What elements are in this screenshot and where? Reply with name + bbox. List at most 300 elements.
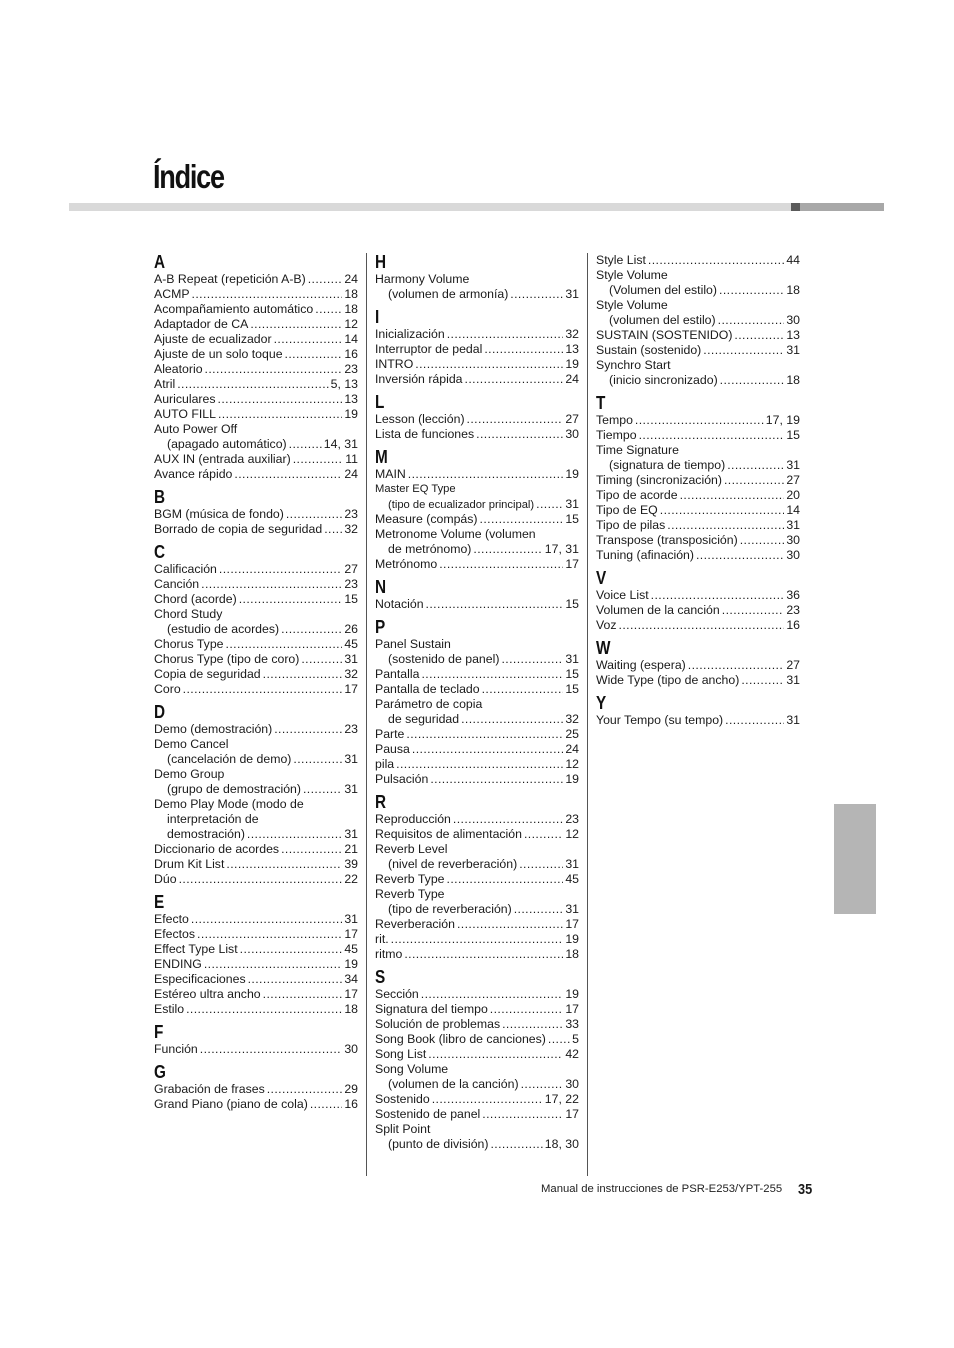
section-letter: M	[375, 447, 388, 467]
index-entry	[596, 603, 800, 618]
leader-dots	[240, 942, 343, 957]
entry-page-ref: 30	[565, 427, 579, 441]
index-entry	[596, 588, 800, 603]
index-entry-line	[154, 782, 358, 797]
section-letter: V	[596, 568, 607, 588]
entry-page-ref: 17	[565, 1107, 579, 1121]
entry-page-ref: 32	[344, 522, 358, 536]
index-entry-line	[375, 637, 579, 652]
section-letter: H	[375, 252, 387, 272]
entry-page-ref: 32	[565, 327, 579, 341]
entry-term: Lista de funciones	[375, 427, 475, 441]
leader-dots	[639, 428, 785, 443]
leader-dots	[201, 577, 342, 592]
index-entry	[375, 467, 579, 482]
index-entry	[154, 797, 358, 842]
leader-dots	[482, 682, 564, 697]
index-entry	[596, 343, 800, 358]
leader-dots	[234, 467, 342, 482]
entry-term: Split Point	[375, 1122, 431, 1136]
entry-term: Sección	[375, 987, 419, 1001]
index-entry	[154, 607, 358, 637]
index-entry	[596, 658, 800, 673]
section-letter: S	[375, 967, 386, 987]
entry-term: SUSTAIN (SOSTENIDO)	[596, 328, 733, 342]
entry-page-ref: 30	[565, 1077, 579, 1091]
entry-term: Signatura del tiempo	[375, 1002, 488, 1016]
index-entry-line	[154, 987, 358, 1002]
leader-dots	[281, 622, 342, 637]
index-entry-line	[375, 697, 579, 712]
index-entry	[375, 812, 579, 827]
index-entry-line	[154, 422, 358, 437]
index-column-3	[596, 253, 800, 734]
index-entry-line	[154, 522, 358, 537]
leader-dots	[703, 343, 784, 358]
index-entry-line	[375, 887, 579, 902]
leader-dots	[192, 287, 343, 302]
column-divider	[366, 253, 367, 1176]
entry-term: Tipo de pilas	[596, 518, 666, 532]
leader-dots	[548, 1032, 570, 1047]
index-entry-line	[154, 872, 358, 887]
entry-term: (grupo de demostración)	[167, 782, 301, 796]
index-entry-line	[154, 377, 358, 392]
index-section	[375, 448, 579, 572]
index-section	[154, 1023, 358, 1057]
entry-term: Grand Piano (piano de cola)	[154, 1097, 308, 1111]
index-entry	[154, 1082, 358, 1097]
entry-page-ref: 15	[565, 682, 579, 696]
index-entry	[375, 1017, 579, 1032]
index-entry	[596, 298, 800, 328]
leader-dots	[688, 658, 785, 673]
entry-page-ref: 19	[565, 467, 579, 481]
entry-term: Style Volume	[596, 298, 668, 312]
index-entry-line	[154, 302, 358, 317]
leader-dots	[741, 673, 784, 688]
index-entry	[375, 357, 579, 372]
entry-term: Parámetro de copia	[375, 697, 483, 711]
index-entry	[375, 482, 579, 512]
index-entry-line	[375, 757, 579, 772]
index-entry-line	[375, 932, 579, 947]
index-section	[375, 578, 579, 612]
index-entry-line	[596, 473, 800, 488]
leader-dots	[521, 1077, 564, 1092]
index-entry-line	[154, 287, 358, 302]
index-entry	[596, 443, 800, 473]
index-entry-line	[154, 1042, 358, 1057]
index-entry-line	[375, 842, 579, 857]
index-entry	[154, 317, 358, 332]
entry-term: Sostenido	[375, 1092, 430, 1106]
leader-dots	[218, 392, 343, 407]
entry-page-ref: 17	[344, 987, 358, 1001]
index-entry-line	[375, 812, 579, 827]
index-entry	[154, 332, 358, 347]
index-entry-line	[596, 268, 800, 283]
index-entry-line	[154, 927, 358, 942]
index-section	[596, 394, 800, 563]
index-entry	[375, 427, 579, 442]
index-entry-line	[154, 392, 358, 407]
entry-page-ref: 11	[345, 452, 358, 466]
entry-term: (volumen del estilo)	[609, 313, 716, 327]
index-entry	[154, 347, 358, 362]
index-section	[596, 639, 800, 688]
leader-dots	[421, 667, 563, 682]
entry-page-ref: 23	[786, 603, 800, 617]
leader-dots	[274, 332, 343, 347]
leader-dots	[197, 927, 342, 942]
index-entry-line	[596, 658, 800, 673]
leader-dots	[502, 1017, 563, 1032]
entry-page-ref: 24	[344, 272, 358, 286]
index-entry	[375, 1002, 579, 1017]
index-entry-line	[154, 857, 358, 872]
leader-dots	[725, 713, 784, 728]
leader-dots	[204, 957, 342, 972]
leader-dots	[465, 372, 564, 387]
leader-dots	[239, 592, 343, 607]
leader-dots	[430, 772, 563, 787]
entry-page-ref: 13	[344, 392, 358, 406]
index-entry-line	[375, 427, 579, 442]
index-entry-line	[154, 667, 358, 682]
index-section	[154, 1063, 358, 1112]
leader-dots	[293, 752, 342, 767]
index-entry-line	[596, 618, 800, 633]
section-letter: I	[375, 307, 380, 327]
index-entry	[375, 512, 579, 527]
entry-term: Estilo	[154, 1002, 185, 1016]
entry-term: Reverb Type	[375, 887, 445, 901]
index-entry	[375, 1092, 579, 1107]
index-entry	[596, 428, 800, 443]
entry-page-ref: 31	[786, 673, 800, 687]
entry-page-ref: 24	[344, 467, 358, 481]
index-entry	[154, 767, 358, 797]
entry-term: (apagado automático)	[167, 437, 287, 451]
index-entry	[375, 597, 579, 612]
index-entry-line	[375, 827, 579, 842]
leader-dots	[718, 313, 785, 328]
leader-dots	[476, 427, 563, 442]
index-entry-line	[596, 313, 800, 328]
leader-dots	[406, 727, 563, 742]
entry-page-ref: 30	[344, 1042, 358, 1056]
entry-page-ref: 18	[565, 947, 579, 961]
index-entry-line	[596, 533, 800, 548]
index-entry	[375, 1032, 579, 1047]
index-entry-line	[154, 652, 358, 667]
leader-dots	[391, 932, 564, 947]
index-entry-line	[375, 1122, 579, 1137]
index-entry	[375, 872, 579, 887]
index-entry-line	[154, 637, 358, 652]
index-entry	[375, 697, 579, 727]
leader-dots	[183, 682, 343, 697]
entry-page-ref: 18, 30	[544, 1137, 579, 1151]
section-letter: Y	[596, 693, 607, 713]
index-section	[375, 618, 579, 787]
entry-term: Harmony Volume	[375, 272, 470, 286]
entry-term: Drum Kit List	[154, 857, 225, 871]
entry-page-ref: 30	[786, 313, 800, 327]
entry-page-ref: 23	[344, 577, 358, 591]
entry-page-ref: 19	[565, 932, 579, 946]
entry-term: pila	[375, 757, 395, 771]
leader-dots	[490, 1137, 542, 1152]
leader-dots	[439, 557, 563, 572]
leader-dots	[310, 1097, 343, 1112]
section-letter: R	[375, 792, 387, 812]
index-section	[375, 393, 579, 442]
index-entry-line	[596, 428, 800, 443]
index-entry	[154, 957, 358, 972]
leader-dots	[179, 872, 343, 887]
entry-term: Auriculares	[154, 392, 216, 406]
entry-page-ref: 18	[344, 1002, 358, 1016]
entry-page-ref: 32	[344, 667, 358, 681]
index-entry	[154, 577, 358, 592]
entry-term: Notación	[375, 597, 424, 611]
index-entry-line	[154, 812, 358, 827]
entry-term: Interruptor de pedal	[375, 342, 483, 356]
entry-term: Función	[154, 1042, 198, 1056]
entry-term: Pantalla	[375, 667, 420, 681]
entry-term: INTRO	[375, 357, 414, 371]
index-entry	[154, 422, 358, 452]
leader-dots	[396, 757, 563, 772]
index-entry-line	[154, 1002, 358, 1017]
leader-dots	[453, 812, 563, 827]
leader-dots	[667, 518, 784, 533]
entry-term: Volumen de la canción	[596, 603, 720, 617]
entry-page-ref: 15	[344, 592, 358, 606]
index-entry-line	[596, 358, 800, 373]
entry-page-ref: 15	[786, 428, 800, 442]
entry-page-ref: 21	[344, 842, 358, 856]
section-letter: F	[154, 1022, 164, 1042]
index-entry-line	[596, 343, 800, 358]
leader-dots	[722, 603, 785, 618]
section-letter: E	[154, 892, 165, 912]
entry-term: Acompañamiento automático	[154, 302, 314, 316]
index-entry-line	[375, 682, 579, 697]
index-entry	[375, 947, 579, 962]
leader-dots	[461, 712, 563, 727]
index-entry	[154, 392, 358, 407]
entry-term: Copia de seguridad	[154, 667, 261, 681]
index-entry	[375, 1047, 579, 1062]
entry-page-ref: 25	[565, 727, 579, 741]
entry-page-ref: 27	[786, 473, 800, 487]
index-entry	[375, 727, 579, 742]
entry-page-ref: 14	[786, 503, 800, 517]
index-entry	[596, 503, 800, 518]
leader-dots	[408, 467, 564, 482]
leader-dots	[324, 522, 342, 537]
entry-page-ref: 26	[344, 622, 358, 636]
entry-page-ref: 31	[344, 827, 358, 841]
entry-page-ref: 30	[786, 548, 800, 562]
entry-page-ref: 13	[565, 342, 579, 356]
index-entry-line	[596, 713, 800, 728]
index-entry	[154, 942, 358, 957]
entry-page-ref: 22	[344, 872, 358, 886]
entry-page-ref: 18	[786, 373, 800, 387]
leader-dots	[226, 637, 343, 652]
leader-dots	[285, 347, 343, 362]
index-entry	[154, 467, 358, 482]
leader-dots	[426, 597, 564, 612]
index-entry	[596, 533, 800, 548]
index-entry	[154, 362, 358, 377]
entry-term: (nivel de reverberación)	[388, 857, 518, 871]
entry-page-ref: 27	[565, 412, 579, 426]
index-entry	[375, 412, 579, 427]
entry-term: Pausa	[375, 742, 410, 756]
index-entry-line	[154, 407, 358, 422]
entry-term: Solución de problemas	[375, 1017, 501, 1031]
entry-term: BGM (música de fondo)	[154, 507, 284, 521]
entry-term: (estudio de acordes)	[167, 622, 280, 636]
entry-term: Synchro Start	[596, 358, 671, 372]
entry-term: Tempo	[596, 413, 633, 427]
leader-dots	[482, 1107, 563, 1122]
entry-page-ref: 24	[565, 742, 579, 756]
index-entry-line	[154, 507, 358, 522]
index-entry-line	[154, 362, 358, 377]
index-entry-line	[596, 673, 800, 688]
index-entry-line	[154, 767, 358, 782]
entry-term: MAIN	[375, 467, 406, 481]
entry-page-ref: 17	[344, 927, 358, 941]
index-entry	[375, 637, 579, 667]
entry-term: Demo Cancel	[154, 737, 229, 751]
leader-dots	[267, 1082, 343, 1097]
index-entry	[154, 857, 358, 872]
index-entry-line	[375, 712, 579, 727]
index-entry-line	[596, 298, 800, 313]
entry-page-ref: 27	[786, 658, 800, 672]
leader-dots	[315, 302, 342, 317]
entry-page-ref: 31	[565, 287, 579, 301]
section-letter: L	[375, 392, 385, 412]
entry-page-ref: 17	[565, 557, 579, 571]
index-entry	[154, 522, 358, 537]
index-entry-line	[375, 727, 579, 742]
index-entry	[596, 713, 800, 728]
leader-dots	[490, 1002, 564, 1017]
index-entry-line	[596, 413, 800, 428]
entry-page-ref: 17, 31	[544, 542, 579, 556]
index-entry	[154, 652, 358, 667]
entry-term: (tipo de reverberación)	[388, 902, 512, 916]
index-entry	[375, 557, 579, 572]
index-entry	[154, 562, 358, 577]
index-entry-line	[375, 412, 579, 427]
leader-dots	[301, 652, 342, 667]
entry-term: Reproducción	[375, 812, 451, 826]
entry-page-ref: 23	[565, 812, 579, 826]
leader-dots	[412, 742, 563, 757]
entry-term: (Volumen del estilo)	[609, 283, 717, 297]
entry-term: Tipo de acorde	[596, 488, 678, 502]
entry-term: Transpose (transposición)	[596, 533, 738, 547]
leader-dots	[250, 317, 342, 332]
index-entry-line	[154, 577, 358, 592]
entry-page-ref: 31	[565, 652, 579, 666]
entry-term: Voice List	[596, 588, 649, 602]
entry-page-ref: 14, 31	[323, 437, 358, 451]
index-entry-line	[596, 253, 800, 268]
index-entry-line	[375, 872, 579, 887]
leader-dots	[226, 857, 342, 872]
index-entry-line	[596, 588, 800, 603]
entry-page-ref: 23	[344, 507, 358, 521]
index-entry	[154, 872, 358, 887]
entry-page-ref: 17	[565, 917, 579, 931]
entry-term: Auto Power Off	[154, 422, 238, 436]
leader-dots	[415, 357, 563, 372]
index-entry-line	[596, 548, 800, 563]
entry-term: Master EQ Type	[375, 483, 456, 495]
entry-term: Panel Sustain	[375, 637, 451, 651]
index-entry-line	[375, 342, 579, 357]
entry-page-ref: 12	[344, 317, 358, 331]
index-entry-line	[375, 1047, 579, 1062]
index-entry	[375, 742, 579, 757]
entry-term: Diccionario de acordes	[154, 842, 280, 856]
index-section	[375, 968, 579, 1152]
index-entry-line	[154, 592, 358, 607]
index-section	[375, 308, 579, 387]
index-entry-line	[375, 1032, 579, 1047]
leader-dots	[200, 1042, 343, 1057]
header-rule	[69, 203, 791, 211]
entry-term: Timing (sincronización)	[596, 473, 722, 487]
leader-dots	[432, 1092, 543, 1107]
index-entry-line	[596, 603, 800, 618]
index-section	[375, 253, 579, 302]
entry-page-ref: 19	[344, 407, 358, 421]
leader-dots	[205, 362, 343, 377]
index-entry	[596, 673, 800, 688]
entry-term: Style Volume	[596, 268, 668, 282]
leader-dots	[536, 497, 563, 512]
leader-dots	[286, 507, 342, 522]
index-entry-line	[375, 652, 579, 667]
entry-page-ref: 5	[572, 1032, 579, 1046]
index-entry	[596, 518, 800, 533]
entry-term: (cancelación de demo)	[167, 752, 292, 766]
index-entry-line	[375, 1017, 579, 1032]
entry-term: AUX IN (entrada auxiliar)	[154, 452, 291, 466]
index-entry-line	[375, 272, 579, 287]
entry-term: Your Tempo (su tempo)	[596, 713, 724, 727]
leader-dots	[247, 827, 342, 842]
entry-term: Ajuste de un solo toque	[154, 347, 283, 361]
entry-term: Metrónomo	[375, 557, 438, 571]
index-entry-line	[375, 482, 579, 497]
entry-term: Adaptador de CA	[154, 317, 249, 331]
index-column-1	[154, 253, 358, 1118]
index-entry	[154, 452, 358, 467]
leader-dots	[734, 328, 784, 343]
